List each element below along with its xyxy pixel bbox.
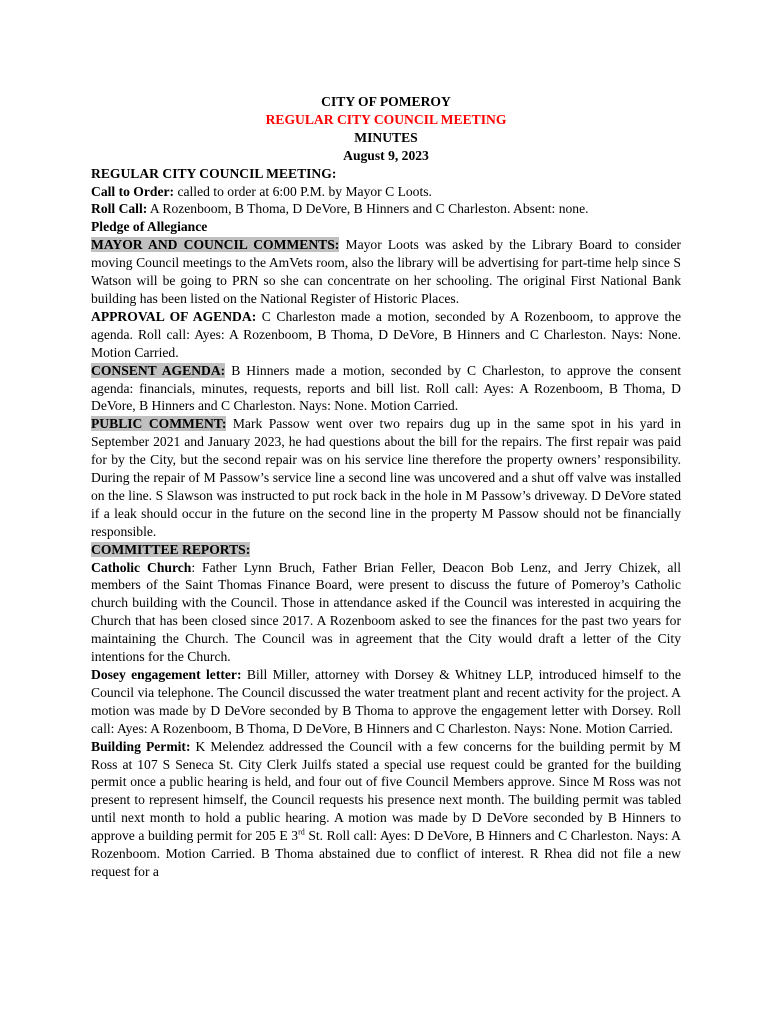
pledge-label: Pledge of Allegiance	[91, 219, 208, 235]
catholic-church-label: Catholic Church	[91, 559, 192, 575]
building-permit-paragraph	[91, 738, 681, 881]
call-to-order-label: Call to Order:	[91, 183, 175, 199]
meeting-heading	[91, 165, 681, 183]
pledge-paragraph	[91, 218, 681, 236]
public-comment-text: Mark Passow went over two repairs dug up in the same spot in his yard in September 2021 and January 2023, he had questions about the bill for the repairs. The first repair was paid for by the City, but the second repair was on his service line therefore the property owners’ responsibility. During the repair of M Passow’s service line a second line was uncovered and a shut off valve was installed on the line. S Slawson was instructed to put rock back in the hole in M Passow’s driveway. D DeVore stated if a leak should occur in the future on the second line in the property M Passow should not be financially responsible.	[91, 416, 682, 539]
catholic-church-paragraph	[91, 559, 681, 666]
minutes-title: MINUTES	[354, 129, 418, 145]
meeting-date: August 9, 2023	[343, 147, 429, 163]
mayor-comments-text: Mayor Loots was asked by the Library Board to consider moving Council meetings to the AmVets room, also the library will be advertising for part-time help since S Watson will be going to PRN so she can concentrate on her schooling. The original First National Bank building has been listed on the National Register of Historic Places.	[91, 237, 682, 306]
building-permit-text-a: K Melendez addressed the Council with a few concerns for the building permit by M Ross at 107 S Seneca St. City Clerk Juilfs stated a special use request could be granted for the building permit once a public hearing is held, and four out of five Council Members approve. Since M Ross was not present to represent himself, the Council requests his presence next month. The building permit was tabled until next month to hold a public hearing. A motion was made by D DeVore seconded by B Hinners to approve a building permit for 205 E 3	[91, 738, 681, 844]
call-to-order-text: called to order at 6:00 P.M. by Mayor C Loots.	[174, 183, 432, 199]
approval-agenda-paragraph	[91, 308, 681, 362]
document-page	[91, 93, 681, 881]
mayor-comments-paragraph	[91, 236, 681, 308]
call-to-order-paragraph	[91, 183, 681, 201]
roll-call-text: A Rozenboom, B Thoma, D DeVore, B Hinners and C Charleston. Absent: none.	[147, 201, 589, 217]
committee-reports-label: COMMITTEE REPORTS:	[91, 541, 251, 557]
approval-agenda-label: APPROVAL OF AGENDA:	[91, 308, 257, 324]
roll-call-label: Roll Call:	[91, 201, 148, 217]
building-permit-text-b: St. Roll call: Ayes: D DeVore, B Hinners and C Charleston. Nays: A Rozenboom. Motion Carried. B Thoma abstained due to conflict of interest. R Rhea did not file a new request for a	[91, 828, 682, 879]
committee-reports-paragraph	[91, 541, 681, 559]
consent-agenda-label: CONSENT AGENDA:	[91, 362, 226, 378]
consent-agenda-text: B Hinners made a motion, seconded by C Charleston, to approve the consent agenda: financials, minutes, requests, reports and bill list. Roll call: Ayes: A Rozenboom, B Thoma, D DeVore, B Hinners and C Charleston. Nays: None. Motion Carried.	[91, 362, 681, 414]
catholic-church-text: : Father Lynn Bruch, Father Brian Feller, Deacon Bob Lenz, and Jerry Chizek, all members of the Saint Thomas Finance Board, were present to discuss the future of Pomeroy’s Catholic church building with the Council. Those in attendance asked if the Council was interested in acquiring the Church that has been closed since 2017. A Rozenboom asked to see the finances for the past two years for maintaining the Church. The Council was in agreement that the City would draft a letter of the City intentions for the Church.	[91, 559, 681, 665]
meeting-heading-text: REGULAR CITY COUNCIL MEETING:	[91, 165, 337, 181]
dosey-letter-paragraph	[91, 666, 681, 738]
public-comment-paragraph	[91, 415, 681, 540]
dosey-letter-label: Dosey engagement letter:	[91, 667, 242, 682]
dosey-letter-text: Bill Miller, attorney with Dorsey & Whitney LLP, introduced himself to the Council via telephone. The Council discussed the water treatment plant and recent activity for the project. A motion was made by D DeVore seconded by B Thoma to approve the engagement letter with Dorsey. Roll call: Ayes: A Rozenboom, B Thoma, D DeVore, B Hinners and C Charleston. Nays: None. Motion Carried.	[91, 667, 681, 736]
mayor-comments-label: MAYOR AND COUNCIL COMMENTS:	[91, 237, 340, 253]
public-comment-label: PUBLIC COMMENT:	[91, 416, 227, 432]
roll-call-paragraph	[91, 200, 681, 218]
consent-agenda-paragraph	[91, 362, 681, 416]
meeting-type-title: REGULAR CITY COUNCIL MEETING	[265, 111, 507, 127]
approval-agenda-text: C Charleston made a motion, seconded by A Rozenboom, to approve the agenda. Roll call: Ayes: A Rozenboom, B Thoma, D DeVore, B Hinners and C Charleston. Nays: None. Motion Carried.	[91, 308, 681, 360]
city-title: CITY OF POMEROY	[321, 94, 451, 109]
building-permit-label: Building Permit:	[91, 738, 191, 754]
ordinal-superscript: rd	[298, 827, 305, 837]
